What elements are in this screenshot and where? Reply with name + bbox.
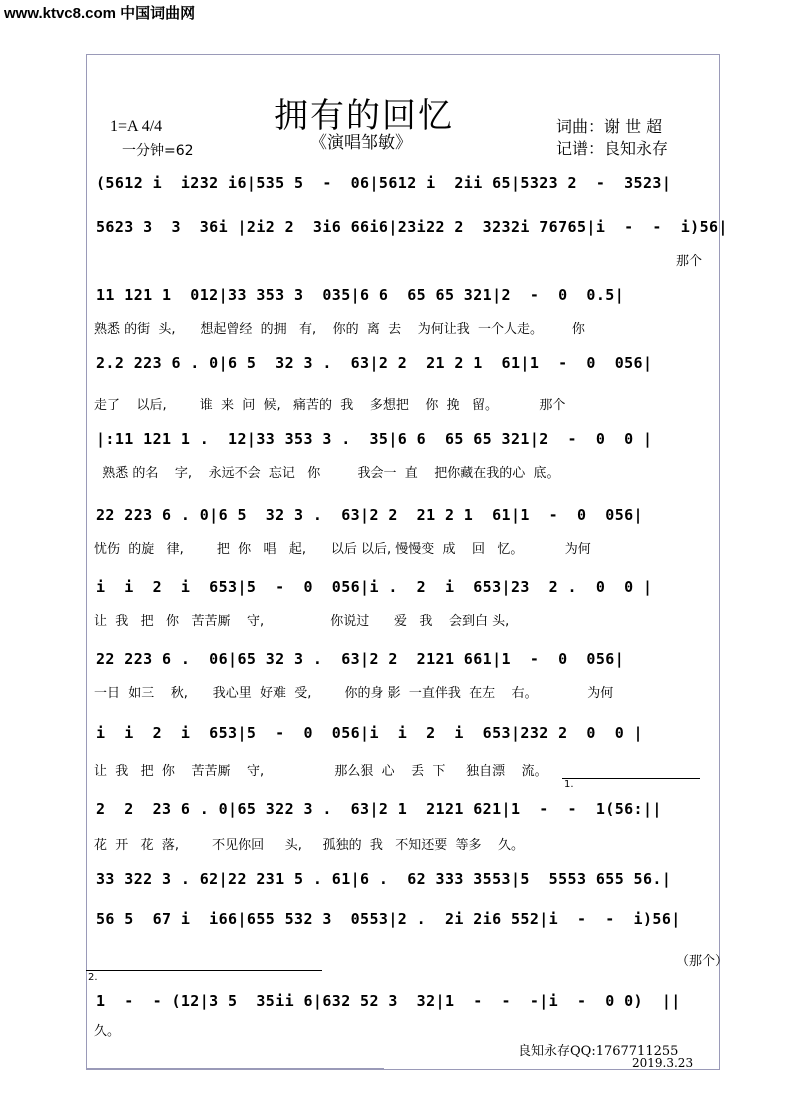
song-title: 拥有的回忆 (274, 96, 454, 136)
lyric-line-6: 忧伤 的旋 律, 把 你 唱 起, 以后 以后, 慢慢变 成 回 忆。 为何 (94, 542, 591, 557)
volta-2-bracket (86, 970, 322, 971)
lyric-line-13: 久。 (94, 1024, 121, 1039)
volta-1-bracket (562, 778, 700, 779)
lyric-line-8: 一日 如三 秋, 我心里 好难 受, 你的身 影 一直伴我 在左 右。 为何 (94, 686, 614, 701)
notation-line-10: 2 2 23 6 . 0|65 322 3 . 63|2 1 2121 621|1 - - 1(56:|| (96, 800, 662, 818)
transcriber: 记谱：良知永存 (556, 139, 669, 158)
lyric-line-4: 走了 以后, 谁 来 问 候, 痛苦的 我 多想把 你 挽 留。 那个 (94, 398, 566, 413)
notation-line-3: 11 121 1 012|33 353 3 035|6 6 65 65 321|2 - 0 0.5| (96, 286, 625, 304)
singer-credit: 《演唱邹敏》 (310, 133, 412, 153)
tempo-marking: 一分钟=62 (122, 143, 194, 159)
pickup-lyric-repeat: （那个） (676, 954, 729, 969)
notation-line-12: 56 5 67 i i66|655 532 3 0553|2 . 2i 2i6 552|i - - i)56| (96, 910, 681, 928)
notation-line-1: (5612 i i232 i6|535 5 - 06|5612 i 2ii 65|5323 2 - 3523| (96, 174, 672, 192)
lyric-line-10: 花 开 花 落, 不见你回 头, 孤独的 我 不知还要 等多 久。 (94, 838, 525, 853)
volta-2-label: 2. (88, 972, 98, 983)
notation-line-13: 1 - - (12|3 5 35ii 6|632 52 3 32|1 - - -|i - 0 0) || (96, 992, 681, 1010)
credits (556, 116, 668, 160)
key-signature: 1=A 4/4 (110, 118, 163, 135)
lyric-line-9: 让 我 把 你 苦苦厮 守, 那么狠 心 丢 下 独自漂 流。 (94, 764, 548, 779)
lyric-line-3: 熟悉 的街 头, 想起曾经 的拥 有, 你的 离 去 为何让我 一个人走。 你 (94, 322, 585, 337)
notation-line-2: 5623 3 3 36i |2i2 2 3i6 66i6|23i22 2 3232i 76765|i - - i)56| (96, 218, 728, 236)
notation-line-6: 22 223 6 . 0|6 5 32 3 . 63|2 2 21 2 1 61|1 - 0 056| (96, 506, 643, 524)
footer-rule (86, 1068, 384, 1069)
transcription-date: 2019.3.23 (632, 1056, 694, 1070)
volta-1-label: 1. (564, 779, 574, 790)
notation-line-9: i i 2 i 653|5 - 0 056|i i 2 i 653|232 2 0 0 | (96, 724, 643, 742)
transcriber-contact: 良知永存QQ:1767711255 (518, 1044, 679, 1059)
lyric-line-7: 让 我 把 你 苦苦厮 守, 你说过 爱 我 会到白 头, (94, 614, 510, 629)
notation-line-4: 2.2 223 6 . 0|6 5 32 3 . 63|2 2 21 2 1 61|1 - 0 056| (96, 354, 653, 372)
pickup-lyric: 那个 (676, 254, 703, 269)
site-watermark[interactable]: www.ktvc8.com 中国词曲网 (4, 5, 196, 22)
notation-line-8: 22 223 6 . 06|65 32 3 . 63|2 2 2121 661|1 - 0 056| (96, 650, 625, 668)
notation-line-11: 33 322 3 . 62|22 231 5 . 61|6 . 62 333 3553|5 5553 655 56.| (96, 870, 672, 888)
notation-line-7: i i 2 i 653|5 - 0 056|i . 2 i 653|23 2 . 0 0 | (96, 578, 653, 596)
lyricist-composer: 词曲：谢 世 超 (556, 117, 663, 136)
lyric-line-5: 熟悉 的名 字, 永远不会 忘记 你 我会一 直 把你藏在我的心 底。 (94, 466, 560, 481)
notation-line-5: |:11 121 1 . 12|33 353 3 . 35|6 6 65 65 321|2 - 0 0 | (96, 430, 653, 448)
